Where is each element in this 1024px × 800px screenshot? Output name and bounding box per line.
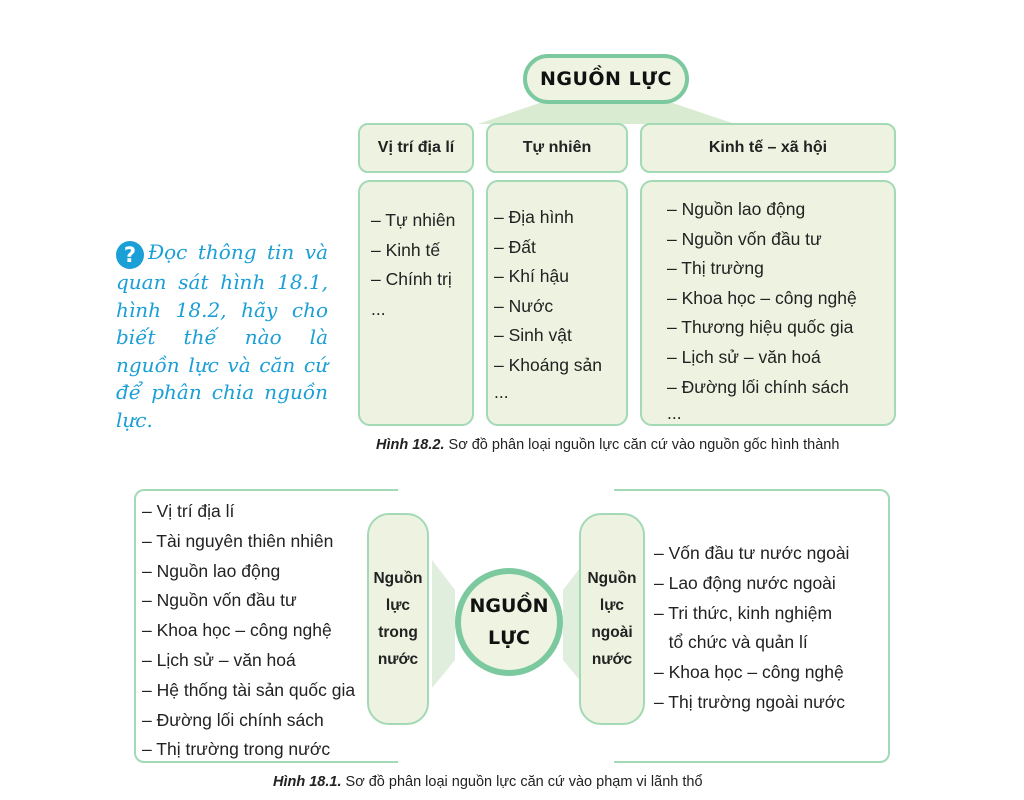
question-block [116,239,328,434]
right-list-box [614,489,890,763]
list-item: – Hệ thống tài sản quốc gia [142,679,356,700]
header-tu-nhien: Tự nhiên [486,123,628,173]
list-item: – Tự nhiên [371,210,456,230]
list-item: – Địa hình [494,207,574,227]
list-item: – Lịch sử – văn hoá [667,346,821,367]
caption-text: Sơ đồ phân loại nguồn lực căn cứ vào nguồn gốc hình thành [444,437,840,453]
center-node-nguon-luc [455,568,563,676]
column-box-vi-tri-dia-li [358,180,474,426]
list-item: – Khoa học – công nghệ [667,287,857,308]
list-item: ... [494,381,509,402]
list-item: ... [667,403,682,424]
domestic-resources-node [367,513,429,725]
column-box-tu-nhien [486,180,628,426]
domestic-node-label: Nguồn lực trong nước [373,570,423,668]
list-item: – Nguồn vốn đầu tư [667,228,822,249]
question-icon: ? [116,241,144,269]
foreign-resources-node [579,513,645,725]
list-item: – Kinh tế [371,239,441,260]
list-item: tổ chức và quản lí [654,632,808,653]
list-item: – Thị trường trong nước [142,739,331,760]
foreign-resources-list [654,539,849,718]
foreign-node-label: Nguồn lực ngoài nước [587,570,637,668]
list-item: – Đường lối chính sách [142,709,324,730]
list-item: – Khoa học – công nghệ [142,620,332,641]
list-item: – Nguồn lao động [667,199,806,219]
list-item: – Tri thức, kinh nghiệm [654,602,833,623]
domestic-resources-list [142,497,355,765]
list-item: – Nguồn lao động [142,560,281,581]
caption-label: Hình 18.2. [376,437,445,453]
list-tu-nhien [494,203,602,403]
top-title-node: NGUỒN LỰC [523,54,689,104]
list-item: – Khoáng sản [494,354,603,375]
list-item: – Vốn đầu tư nước ngoài [654,543,850,563]
caption-hinh-18-2 [376,437,839,453]
center-node-line2: LỰC [488,627,530,649]
list-item: – Lao động nước ngoài [654,572,836,593]
list-item: – Nước [494,295,554,316]
column-box-kinh-te-xa-hoi [640,180,896,426]
list-item: – Đất [494,236,536,257]
list-item: ... [371,298,386,319]
caption-hinh-18-1 [273,774,703,790]
list-item: – Tài nguyên thiên nhiên [142,530,334,551]
list-item: – Nguồn vốn đầu tư [142,590,297,611]
list-item: – Sinh vật [494,325,572,346]
list-item: – Đường lối chính sách [667,376,849,397]
question-text: Đọc thông tin và quan sát hình 18.1, hình 18.2, hãy cho biết thế nào là nguồn lực và căn cứ để phân chia nguồn lực. [116,240,328,432]
header-kinh-te-xa-hoi: Kinh tế – xã hội [640,123,896,173]
list-vi-tri-dia-li [371,206,455,324]
header-vi-tri-dia-li: Vị trí địa lí [358,123,474,173]
list-item: – Thương hiệu quốc gia [667,317,854,338]
left-list-box [134,489,398,763]
caption-text: Sơ đồ phân loại nguồn lực căn cứ vào phạm vi lãnh thổ [341,774,703,790]
list-item: – Chính trị [371,269,452,290]
list-kinh-te-xa-hoi [667,195,857,424]
list-item: – Khoa học – công nghệ [654,662,844,683]
list-item: – Khí hậu [494,266,569,287]
list-item: – Thị trường [667,258,764,279]
list-item: – Lịch sử – văn hoá [142,649,296,670]
list-item: – Thị trường ngoài nước [654,691,846,712]
caption-label: Hình 18.1. [273,774,342,790]
list-item: – Vị trí địa lí [142,501,235,521]
center-node-line1: NGUỒN [469,595,549,617]
